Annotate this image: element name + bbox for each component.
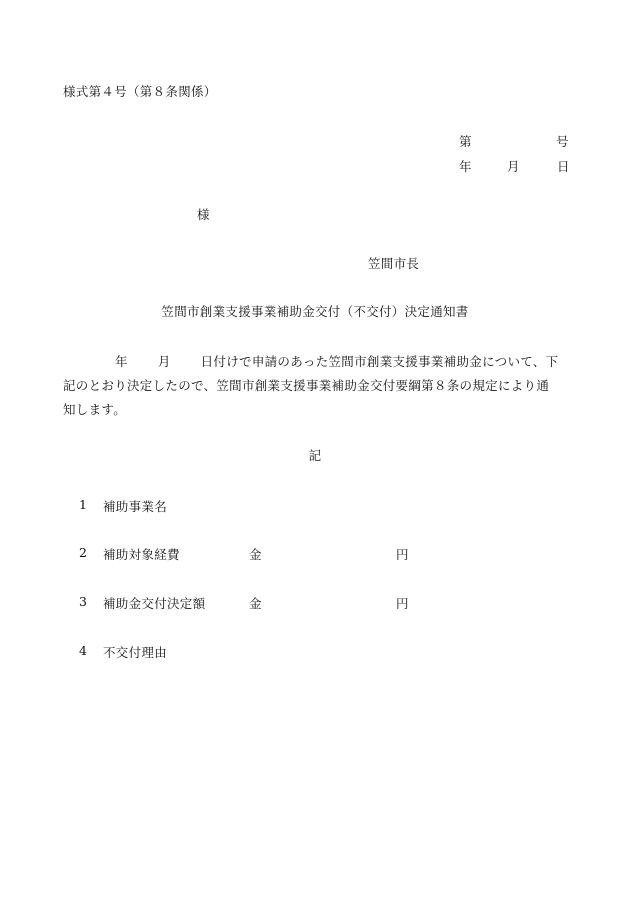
amount-suffix: 円 [396,547,409,562]
item-label: 不交付理由 [103,645,168,660]
item-label: 補助事業名 [103,499,168,514]
document-number-suffix: 号 [556,134,569,149]
body-year-label: 年 [115,354,128,369]
amount-suffix: 円 [396,596,409,611]
date-month-label: 月 [507,159,520,174]
item-number: 4 [79,643,88,658]
amount-prefix: 金 [249,547,262,562]
body-line-2: 記のとおり決定したので、笠間市創業支援事業補助金交付要綱第８条の規定により通 [63,378,550,393]
date-day-label: 日 [557,159,570,174]
document-number-prefix: 第 [459,134,472,149]
form-number-label: 様式第４号（第８条関係） [63,84,217,99]
item-label: 補助対象経費 [103,547,180,562]
issuer-name: 笠間市長 [368,256,420,271]
date-year-label: 年 [459,159,472,174]
body-line-3: 知します。 [63,402,127,417]
item-number: 2 [79,545,88,560]
item-label: 補助金交付決定額 [103,596,206,611]
amount-prefix: 金 [249,596,262,611]
body-line-1 [63,350,567,374]
document-title: 笠間市創業支援事業補助金交付（不交付）決定通知書 [161,304,469,319]
item-number: 1 [79,497,88,512]
body-paragraph [63,350,567,422]
body-line-1-text: 日付けで申請のあった笠間市創業支援事業補助金について、下 [200,354,559,369]
addressee-honorific: 様 [197,207,210,222]
body-month-label: 月 [157,354,171,369]
ki-heading: 記 [308,448,322,463]
item-number: 3 [79,594,88,609]
